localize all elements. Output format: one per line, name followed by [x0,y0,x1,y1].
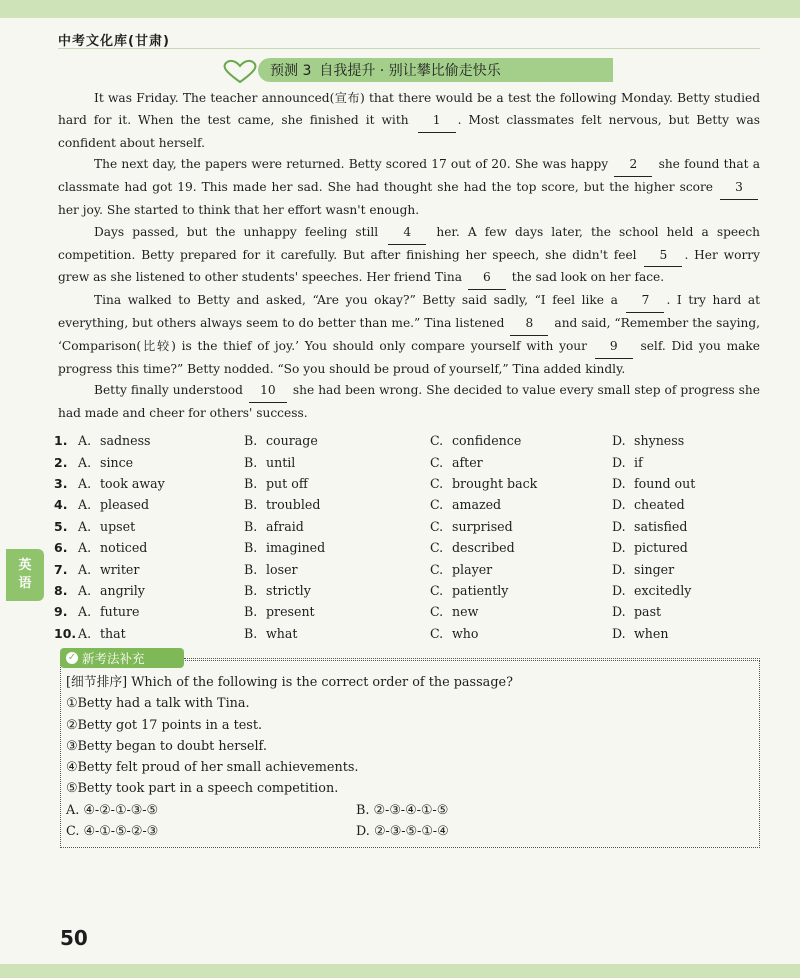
option-text: upset [100,518,136,534]
option-choice[interactable] [430,583,612,598]
option-choice[interactable] [612,604,752,619]
option-text: pictured [634,540,688,556]
option-letter: B. [244,561,258,577]
option-choice[interactable] [244,583,430,598]
blank-9: 9 [595,336,633,359]
question-number: 9. [54,604,68,620]
check-icon: ✓ [67,652,77,663]
option-choice[interactable] [612,519,752,534]
option-text: sadness [100,433,151,449]
blank-2: 2 [614,154,652,177]
question-number: 4. [54,497,68,513]
passage-paragraph [58,380,760,425]
option-choice[interactable] [244,433,430,448]
option-letter: B. [244,625,258,641]
question-number: 6. [54,540,68,556]
option-choice[interactable] [78,583,244,598]
option-letter: C. [430,604,444,620]
passage-paragraph [58,290,760,380]
supplement-item: ⑤Betty took part in a speech competition. [66,781,339,797]
option-text: patiently [452,582,509,598]
question-row [54,601,764,622]
option-choice[interactable] [430,433,612,448]
passage-text: Betty finally understood [94,383,247,398]
option-text: loser [266,561,298,577]
choice-option[interactable]: B. ②-③-④-①-⑤ [356,802,449,818]
page-number: 50 [60,926,88,950]
option-letter: C. [430,625,444,641]
option-choice[interactable] [78,455,244,470]
blank-10: 10 [249,380,287,403]
option-letter: B. [244,433,258,449]
question-row [54,623,764,644]
option-text: writer [100,561,140,577]
option-letter: B. [244,582,258,598]
top-band [0,0,800,18]
passage-paragraph [58,88,760,154]
option-text: imagined [266,540,326,556]
option-letter: A. [78,454,92,470]
subject-tab-char: 语 [18,576,32,591]
option-text: that [100,625,126,641]
option-choice[interactable] [612,455,752,470]
option-text: strictly [266,582,311,598]
section-label: 预测 3 [270,63,312,79]
option-letter: C. [430,540,444,556]
option-letter: A. [78,561,92,577]
option-choice[interactable] [244,540,430,555]
option-text: singer [634,561,675,577]
option-letter: C. [430,518,444,534]
option-choice[interactable] [430,626,612,641]
option-text: described [452,540,515,556]
question-row [54,580,764,601]
option-text: until [266,454,296,470]
option-text: found out [634,475,696,491]
option-text: amazed [452,497,502,513]
question-number: 2. [54,454,68,470]
option-text: if [634,454,643,470]
passage-text: . Most classmates felt nervous, but Betty was confident about herself. [58,112,761,150]
question-row [54,537,764,558]
option-letter: C. [430,561,444,577]
option-text: courage [266,433,318,449]
option-text: future [100,604,140,620]
option-letter: C. [430,582,444,598]
option-letter: D. [612,582,626,598]
supplement-top-border [184,658,760,659]
supplement-item: ④Betty felt proud of her small achievements. [66,760,359,776]
supplement-item: ②Betty got 17 points in a test. [66,717,263,733]
passage-text: the sad look on her face. [507,270,665,285]
option-choice[interactable] [78,519,244,534]
option-choice[interactable] [244,476,430,491]
passage-text: . I try hard at everything, but others always seem to do better than me.” Tina listened [58,293,761,330]
supplement-body [66,672,756,842]
option-choice[interactable] [78,476,244,491]
option-letter: A. [78,518,92,534]
option-letter: D. [612,540,626,556]
option-letter: D. [612,454,626,470]
option-letter: A. [78,497,92,513]
option-text: brought back [452,475,538,491]
option-choice[interactable] [78,604,244,619]
option-letter: C. [430,497,444,513]
question-row [54,473,764,494]
question-number: 1. [54,433,68,449]
option-text: satisfied [634,518,688,534]
option-text: troubled [266,497,321,513]
question-row [54,558,764,579]
option-text: after [452,454,483,470]
passage-text: her joy. She started to think that her effort wasn't enough. [58,202,420,217]
subject-tab-char: 英 [18,558,32,573]
question-number: 7. [54,561,68,577]
option-choice[interactable] [244,455,430,470]
heart-icon [220,58,260,84]
option-choice[interactable] [430,476,612,491]
question-number: 10. [54,625,77,641]
passage-text: Days passed, but the unhappy feeling still [94,224,387,239]
section-title: 自我提升 · 别让攀比偷走快乐 [319,63,501,79]
passage-text: . Her worry grew as she listened to other students' speeches. Her friend Tina [58,247,760,285]
option-letter: B. [244,540,258,556]
option-text: took away [100,475,165,491]
blank-4: 4 [388,222,426,245]
section-banner [258,58,613,82]
blank-7: 7 [626,290,664,313]
option-letter: B. [244,604,258,620]
option-choice[interactable] [430,540,612,555]
option-text: new [452,604,479,620]
blank-1: 1 [418,110,456,133]
supplement-tag [60,648,184,668]
option-choice[interactable] [612,497,752,512]
option-choice[interactable] [612,476,752,491]
option-text: excitedly [634,582,692,598]
option-text: shyness [634,433,685,449]
option-letter: B. [244,518,258,534]
passage-text: self. Did you make progress this time?” Betty nodded. “So you should be proud of yourself,” Tina added kindly. [58,338,760,376]
passage-text: she found that a classmate had got 19. This made her sad. She had thought she had the top score, but the higher score [58,157,760,195]
option-choice[interactable] [244,519,430,534]
option-text: present [266,604,315,620]
series-title: 中考文化库(甘肃) [58,34,170,49]
option-letter: D. [612,497,626,513]
passage-text: The next day, the papers were returned. Betty scored 17 out of 20. She was happy [94,157,613,172]
option-text: what [266,625,298,641]
passage-text: she had been wrong. She decided to value every small step of progress she had made and cheer for others' success. [58,383,760,421]
cloze-passage [58,88,760,425]
option-letter: D. [612,518,626,534]
option-letter: B. [244,475,258,491]
option-text: surprised [452,518,513,534]
passage-text: and said, “Remember the saying, ‘Comparison(比较) is the thief of joy.’ You should only compare yourself with your [58,315,760,353]
option-choice[interactable] [612,562,752,577]
supplement-item: ③Betty began to doubt herself. [66,738,267,754]
option-letter: C. [430,454,444,470]
choice-option[interactable]: A. ④-②-①-③-⑤ [66,802,159,818]
option-text: who [452,625,479,641]
option-choice[interactable] [78,433,244,448]
option-text: confidence [452,433,522,449]
option-choice[interactable] [430,604,612,619]
option-choice[interactable] [78,497,244,512]
option-text: pleased [100,497,150,513]
option-letter: A. [78,582,92,598]
blank-8: 8 [510,313,548,336]
option-choice[interactable] [244,562,430,577]
option-text: noticed [100,540,148,556]
choice-row [66,821,756,842]
option-letter: B. [244,454,258,470]
option-text: put off [266,475,308,491]
option-letter: B. [244,497,258,513]
option-choice[interactable] [78,626,244,641]
passage-text: her. A few days later, the school held a speech competition. Betty prepared for it carefully. But after finishing her speech, she didn't feel [58,224,760,262]
bottom-band [0,964,800,978]
question-number: 5. [54,518,68,534]
question-number: 3. [54,475,68,491]
option-choice[interactable] [430,455,612,470]
option-letter: A. [78,540,92,556]
option-text: afraid [266,518,304,534]
passage-text: Tina walked to Betty and asked, “Are you okay?” Betty said sadly, “I feel like a [94,293,625,308]
option-choice[interactable] [78,562,244,577]
question-row [54,516,764,537]
option-choice[interactable] [78,540,244,555]
option-choice[interactable] [612,583,752,598]
supplement-item: ①Betty had a talk with Tina. [66,696,250,712]
options-list [54,430,764,644]
subject-tab [6,549,44,601]
option-choice[interactable] [430,519,612,534]
option-choice[interactable] [612,626,752,641]
question-row [54,430,764,451]
blank-5: 5 [644,245,682,268]
passage-paragraph [58,154,760,221]
question-number: 8. [54,582,68,598]
option-text: cheated [634,497,685,513]
option-letter: C. [430,433,444,449]
option-letter: A. [78,433,92,449]
header-rule [58,48,760,49]
option-letter: D. [612,433,626,449]
supplement-tag-label: 新考法补充 [82,651,145,666]
option-text: when [634,625,669,641]
question-row [54,494,764,515]
choice-option[interactable]: D. ②-③-⑤-①-④ [356,824,449,840]
choice-row [66,800,756,821]
option-letter: A. [78,625,92,641]
option-letter: C. [430,475,444,491]
option-text: since [100,454,134,470]
option-letter: D. [612,561,626,577]
passage-text: It was Friday. The teacher announced(宣布) that there would be a test the following Monday. Betty studied hard for it. When the test came, she finished it with [58,91,760,127]
option-choice[interactable] [244,497,430,512]
passage-paragraph [58,222,760,290]
option-letter: D. [612,625,626,641]
option-letter: A. [78,604,92,620]
option-letter: A. [78,475,92,491]
blank-6: 6 [468,267,506,290]
option-choice[interactable] [244,626,430,641]
question-row [54,451,764,472]
option-text: past [634,604,662,620]
blank-3: 3 [720,177,758,200]
option-text: player [452,561,493,577]
option-choice[interactable] [612,433,752,448]
option-choice[interactable] [430,562,612,577]
option-choice[interactable] [612,540,752,555]
supplement-question: [细节排序] Which of the following is the correct order of the passage? [66,675,513,690]
choice-option[interactable]: C. ④-①-⑤-②-③ [66,824,159,840]
option-choice[interactable] [430,497,612,512]
option-letter: D. [612,475,626,491]
option-letter: D. [612,604,626,620]
option-text: angrily [100,582,145,598]
option-choice[interactable] [244,604,430,619]
